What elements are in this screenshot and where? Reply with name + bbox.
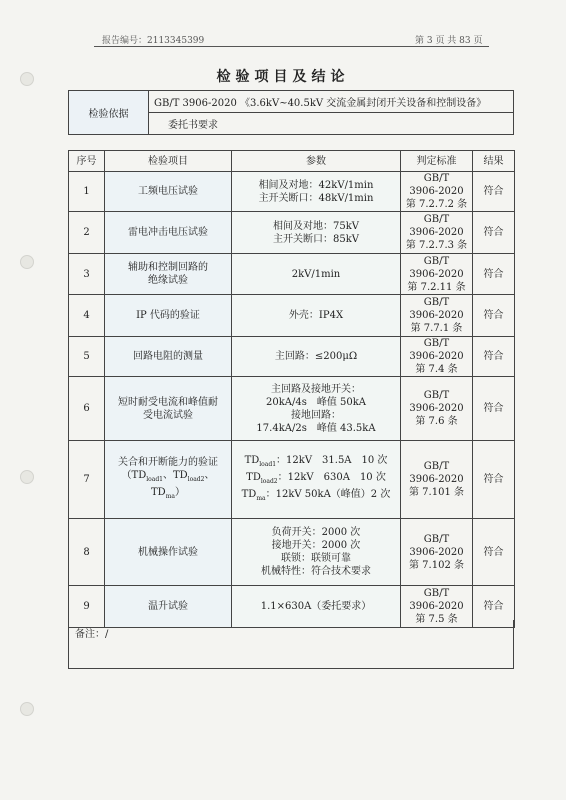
header-criteria: 判定标准 [401, 151, 473, 172]
test-result: 符合 [473, 441, 515, 519]
test-params: 1.1×630A（委托要求） [232, 586, 401, 628]
test-item: 工频电压试验 [105, 172, 232, 212]
table-row [69, 254, 515, 295]
test-params: 主回路及接地开关： 20kA/4s 峰值 50kA 接地回路： 17.4kA/2s 峰值 43.5kA [232, 377, 401, 441]
test-params: 负荷开关：2000 次 接地开关：2000 次 联锁：联锁可靠 机械特性：符合技术要求 [232, 519, 401, 586]
test-params: 主回路：≤200μΩ [232, 337, 401, 377]
table-row [69, 172, 515, 212]
page-title: 检验项目及结论 [216, 69, 350, 85]
header-divider [94, 46, 489, 47]
row-number: 1 [69, 172, 105, 212]
test-params: $TD_{load1}$：12kV 31.5A 10 次 $TD_{load2}$：12kV 630A 10 次 $TD_{ma}$：12kV 50kA（峰值）2 次 [232, 441, 401, 519]
test-criteria: GB/T 3906-2020 第 7.101 条 [401, 441, 473, 519]
row-number: 3 [69, 254, 105, 295]
test-criteria: GB/T 3906-2020 第 7.5 条 [401, 586, 473, 628]
inspection-basis-label: 检验依据 [69, 91, 149, 134]
test-item: 温升试验 [105, 586, 232, 628]
test-result: 符合 [473, 586, 515, 628]
header-item: 检验项目 [105, 151, 232, 172]
remarks-text: 备注：/ [75, 629, 109, 640]
test-result: 符合 [473, 337, 515, 377]
table-row [69, 337, 515, 377]
table-row [69, 519, 515, 586]
remarks [68, 620, 514, 669]
header-no: 序号 [69, 151, 105, 172]
table-row [69, 377, 515, 441]
test-item: 关合和开断能力的验证 （$TD_{load1}$、$TD_{load2}$、$TD_{ma}$） [105, 441, 232, 519]
test-item: 机械操作试验 [105, 519, 232, 586]
punch-hole [20, 255, 34, 269]
test-criteria: GB/T 3906-2020 第 7.6 条 [401, 377, 473, 441]
header-params: 参数 [232, 151, 401, 172]
header-result: 结果 [473, 151, 515, 172]
row-number: 8 [69, 519, 105, 586]
test-criteria: GB/T 3906-2020 第 7.2.11 条 [401, 254, 473, 295]
test-criteria: GB/T 3906-2020 第 7.4 条 [401, 337, 473, 377]
table-row [69, 441, 515, 519]
test-item: 短时耐受电流和峰值耐 受电流试验 [105, 377, 232, 441]
page-number: 第 3 页 共 83 页 [415, 36, 483, 46]
row-number: 6 [69, 377, 105, 441]
test-result: 符合 [473, 377, 515, 441]
test-item: 回路电阻的测量 [105, 337, 232, 377]
row-number: 9 [69, 586, 105, 628]
test-params: 2kV/1min [232, 254, 401, 295]
test-params: 外壳：IP4X [232, 295, 401, 337]
row-number: 2 [69, 212, 105, 254]
test-params: 相间及对地：42kV/1min 主开关断口：48kV/1min [232, 172, 401, 212]
test-item: IP 代码的验证 [105, 295, 232, 337]
test-criteria: GB/T 3906-2020 第 7.2.7.2 条 [401, 172, 473, 212]
test-result: 符合 [473, 519, 515, 586]
inspection-table [68, 150, 515, 628]
row-number: 4 [69, 295, 105, 337]
test-item: 雷电冲击电压试验 [105, 212, 232, 254]
test-params: 相间及对地：75kV 主开关断口：85kV [232, 212, 401, 254]
punch-hole [20, 702, 34, 716]
test-result: 符合 [473, 172, 515, 212]
row-number: 7 [69, 441, 105, 519]
test-result: 符合 [473, 212, 515, 254]
table-row [69, 295, 515, 337]
test-result: 符合 [473, 254, 515, 295]
row-number: 5 [69, 337, 105, 377]
test-criteria: GB/T 3906-2020 第 7.7.1 条 [401, 295, 473, 337]
inspection-request: 委托书要求 [168, 119, 218, 131]
inspection-basis-box [68, 90, 514, 135]
table-header-row [69, 151, 515, 172]
punch-hole [20, 470, 34, 484]
report-number: 报告编号：2113345399 [102, 36, 205, 46]
test-criteria: GB/T 3906-2020 第 7.2.7.3 条 [401, 212, 473, 254]
test-criteria: GB/T 3906-2020 第 7.102 条 [401, 519, 473, 586]
test-item: 辅助和控制回路的 绝缘试验 [105, 254, 232, 295]
inspection-standard: GB/T 3906-2020 《3.6kV~40.5kV 交流金属封闭开关设备和控制设备》 [148, 91, 513, 113]
test-result: 符合 [473, 295, 515, 337]
table-row [69, 212, 515, 254]
